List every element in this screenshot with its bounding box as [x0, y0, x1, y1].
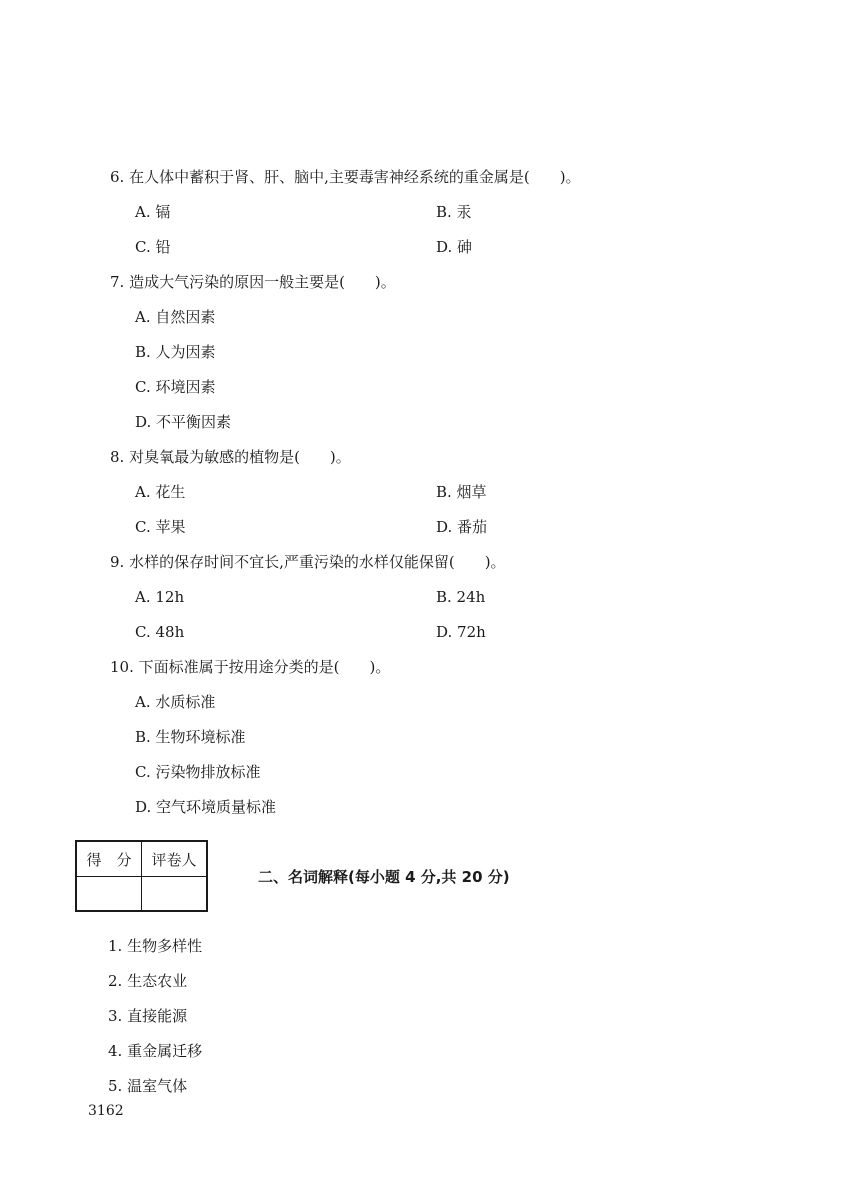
question-9-option-c: C. 48h — [135, 623, 185, 641]
question-9-stem: 9. 水样的保存时间不宜长,严重污染的水样仅能保留( )。 — [110, 553, 506, 571]
score-cell — [76, 877, 142, 912]
question-10-option-d: D. 空气环境质量标准 — [135, 798, 277, 816]
question-10-option-b: B. 生物环境标准 — [135, 728, 246, 746]
question-9-option-d: D. 72h — [436, 623, 486, 641]
page-code: 3162 — [88, 1103, 124, 1119]
question-8-option-d: D. 番茄 — [436, 518, 488, 536]
question-9-option-a: A. 12h — [135, 588, 185, 606]
question-8-stem: 8. 对臭氧最为敏感的植物是( )。 — [110, 448, 351, 466]
question-7-stem: 7. 造成大气污染的原因一般主要是( )。 — [110, 273, 396, 291]
question-10-option-c: C. 污染物排放标准 — [135, 763, 261, 781]
section-2-title: 二、名词解释(每小题 4 分,共 20 分) — [258, 868, 510, 886]
term-2: 2. 生态农业 — [108, 972, 188, 990]
score-box — [75, 840, 208, 912]
question-7-option-b: B. 人为因素 — [135, 343, 216, 361]
term-3: 3. 直接能源 — [108, 1007, 188, 1025]
question-7-option-d: D. 不平衡因素 — [135, 413, 232, 431]
question-8-option-b: B. 烟草 — [436, 483, 487, 501]
question-10-stem: 10. 下面标准属于按用途分类的是( )。 — [110, 658, 391, 676]
grader-label: 评卷人 — [142, 841, 208, 877]
question-7-option-c: C. 环境因素 — [135, 378, 216, 396]
question-9-option-b: B. 24h — [436, 588, 486, 606]
question-6-option-a: A. 镉 — [135, 203, 171, 221]
question-8-option-c: C. 苹果 — [135, 518, 186, 536]
question-6-stem: 6. 在人体中蓄积于肾、肝、脑中,主要毒害神经系统的重金属是( )。 — [110, 168, 581, 186]
term-5: 5. 温室气体 — [108, 1077, 188, 1095]
question-8-option-a: A. 花生 — [135, 483, 186, 501]
grader-cell — [142, 877, 208, 912]
question-6-option-c: C. 铅 — [135, 238, 171, 256]
question-10-option-a: A. 水质标准 — [135, 693, 216, 711]
term-1: 1. 生物多样性 — [108, 937, 203, 955]
question-6-option-d: D. 砷 — [436, 238, 473, 256]
question-6-option-b: B. 汞 — [436, 203, 472, 221]
term-4: 4. 重金属迁移 — [108, 1042, 203, 1060]
score-label: 得 分 — [76, 841, 142, 877]
question-7-option-a: A. 自然因素 — [135, 308, 216, 326]
